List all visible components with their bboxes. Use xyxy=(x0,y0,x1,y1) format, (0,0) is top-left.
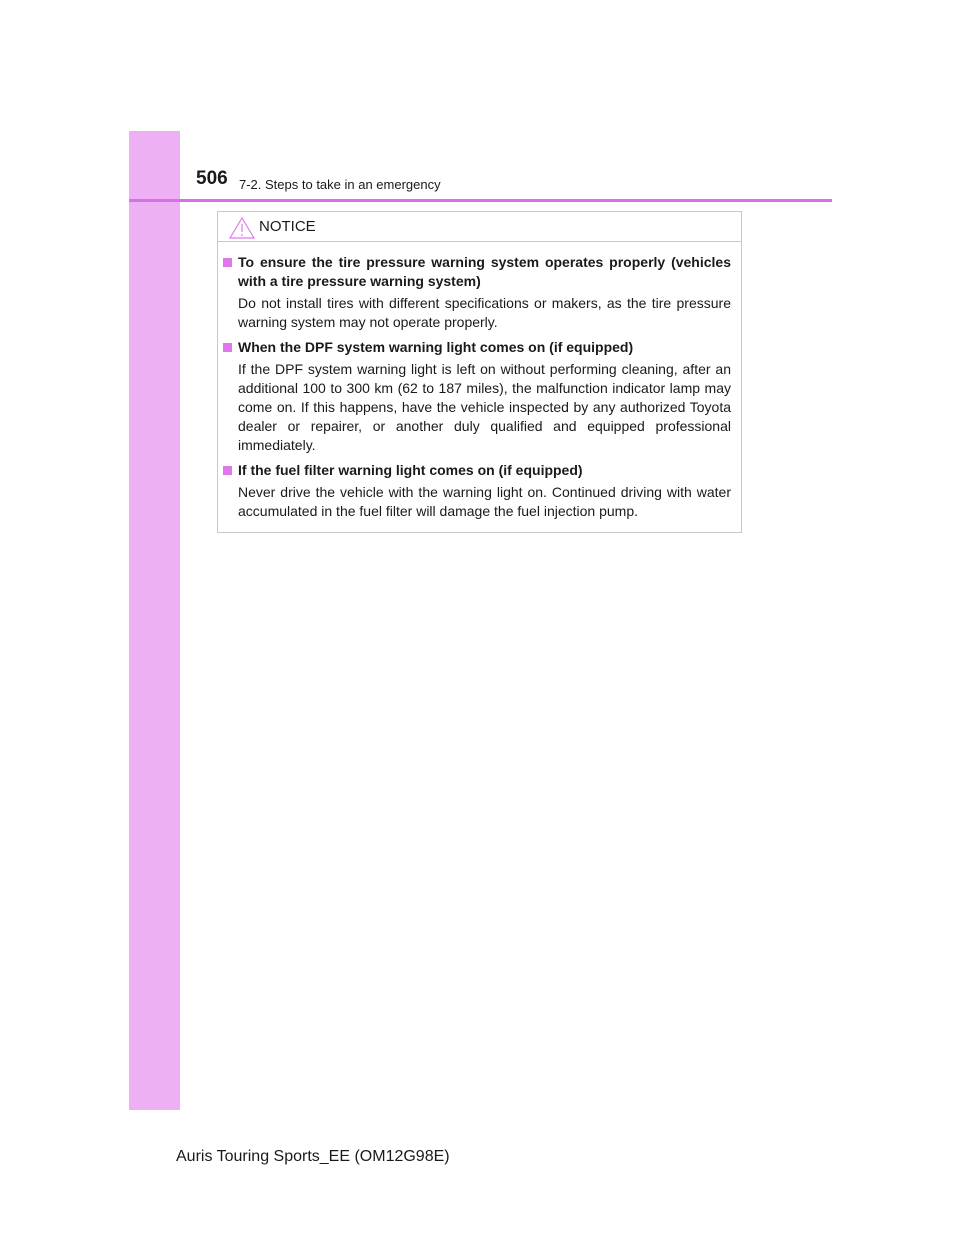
notice-item-heading xyxy=(223,461,731,480)
header-divider xyxy=(129,199,832,202)
square-bullet-icon xyxy=(223,343,232,352)
square-bullet-icon xyxy=(223,258,232,267)
notice-item-text: Never drive the vehicle with the warning light on. Continued driving with water accumulated in the fuel filter will damage the fuel injection pump. xyxy=(238,484,731,519)
section-title: 7-2. Steps to take in an emergency xyxy=(239,177,441,192)
notice-item-heading xyxy=(223,253,731,291)
page-number: 506 xyxy=(196,168,228,189)
notice-item-heading-text: If the fuel filter warning light comes on (if equipped) xyxy=(238,462,583,478)
notice-item-heading-text: To ensure the tire pressure warning system operates properly (vehicles with a tire pressure warning system) xyxy=(238,254,731,289)
notice-item xyxy=(223,253,731,332)
notice-item-text: Do not install tires with different specifications or makers, as the tire pressure warning system may not operate properly. xyxy=(238,295,731,330)
square-bullet-icon xyxy=(223,466,232,475)
notice-item xyxy=(223,338,731,455)
notice-box xyxy=(217,211,742,533)
notice-item xyxy=(223,461,731,521)
notice-item-heading-text: When the DPF system warning light comes on (if equipped) xyxy=(238,339,634,355)
page-footer: Auris Touring Sports_EE (OM12G98E) xyxy=(176,1148,450,1165)
notice-body xyxy=(218,242,741,521)
notice-item-heading xyxy=(223,338,731,357)
notice-title: NOTICE xyxy=(259,218,316,235)
warning-triangle-icon xyxy=(229,217,255,239)
notice-item-text: If the DPF system warning light is left on without performing cleaning, after an additional 100 to 300 km (62 to 187 miles), the malfunction indicator lamp may come on. If this happens, have the vehicle inspected by any authorized Toyota dealer or repairer, or another duly qualified and equipped professional immediately. xyxy=(238,361,731,453)
notice-header xyxy=(218,212,741,242)
chapter-side-tab xyxy=(129,131,180,1110)
